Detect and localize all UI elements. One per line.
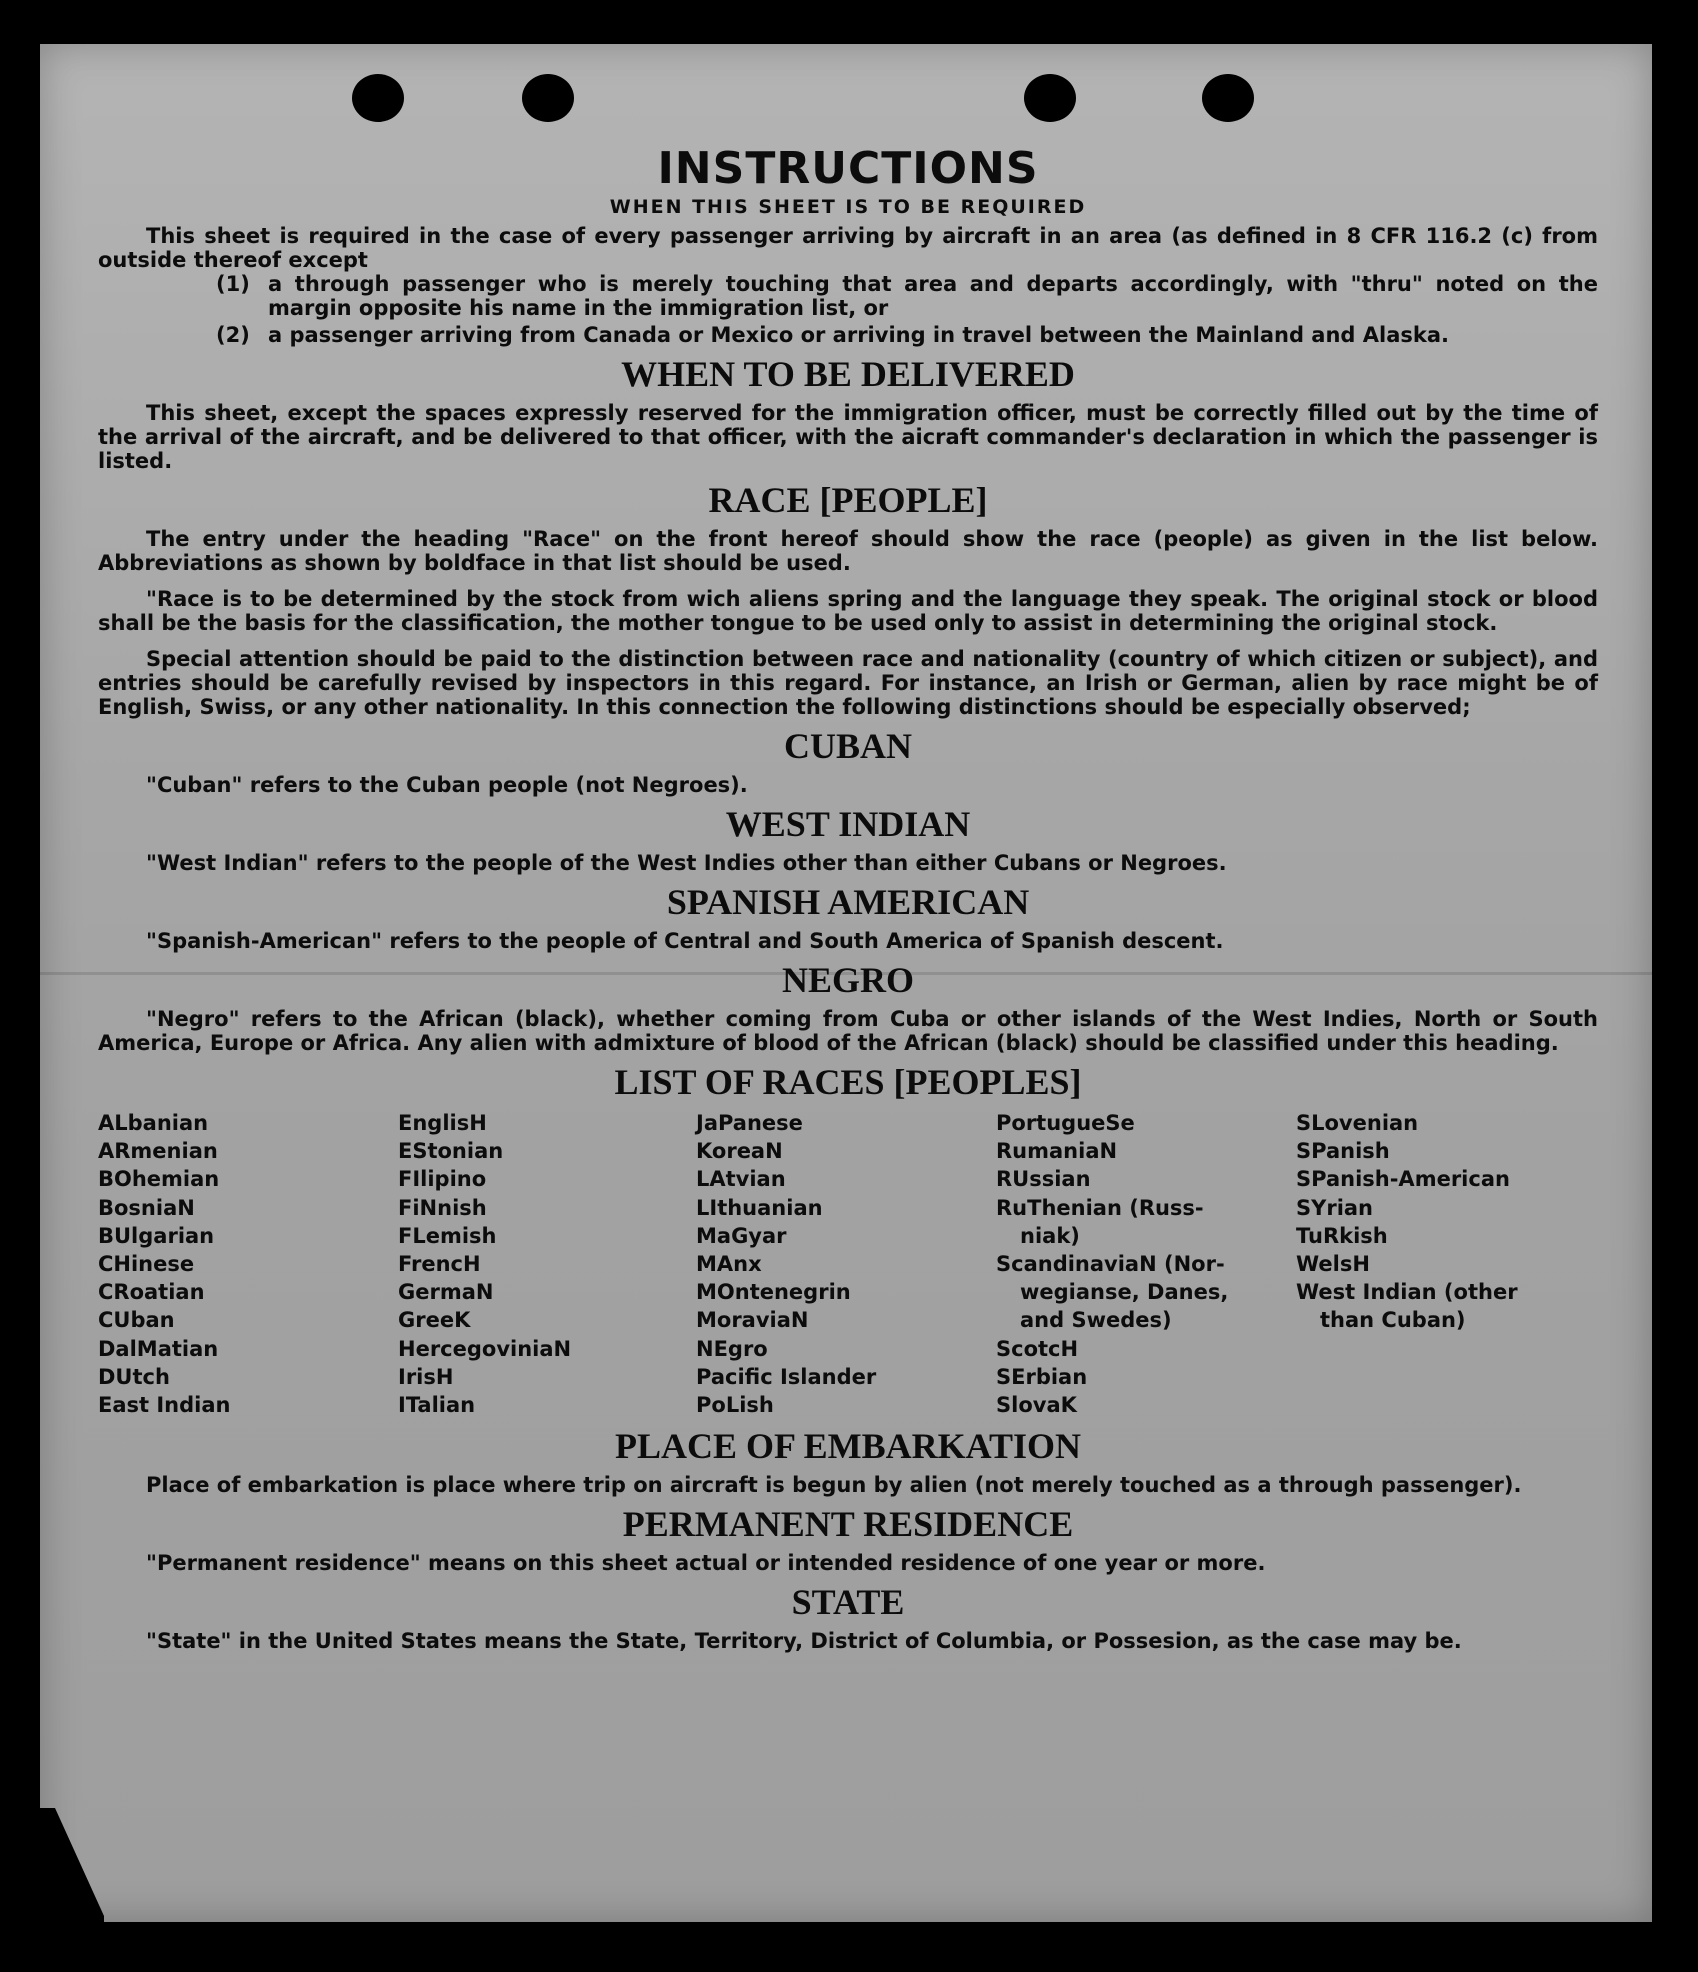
race-name: LAtvian bbox=[696, 1167, 786, 1192]
race-name: MoraviaN bbox=[696, 1308, 809, 1333]
race-name: ITalian bbox=[398, 1393, 476, 1418]
race-name: niak) bbox=[1020, 1223, 1080, 1248]
spanish-american-heading: SPANISH AMERICAN bbox=[666, 882, 1030, 922]
delivered-heading: WHEN TO BE DELIVERED bbox=[621, 354, 1075, 394]
embarkation-heading: PLACE OF EMBARKATION bbox=[614, 1426, 1081, 1467]
race-name: RUssian bbox=[996, 1167, 1091, 1192]
torn-corner bbox=[34, 1808, 104, 1928]
state-heading: STATE bbox=[791, 1582, 905, 1623]
race-column bbox=[98, 1109, 398, 1419]
race-name: BUlgarian bbox=[98, 1223, 215, 1248]
document-content bbox=[98, 144, 1598, 1653]
race-name: LIthuanian bbox=[696, 1195, 823, 1220]
race-name: West Indian (other bbox=[1296, 1280, 1518, 1305]
race-name: DalMatian bbox=[98, 1336, 219, 1361]
race-name: RuThenian (Russ- bbox=[996, 1195, 1204, 1220]
race-name: CRoatian bbox=[98, 1280, 205, 1305]
race-paragraph-1: The entry under the heading "Race" on the front hereof should show the race (people) as given in the list below. Abbreviations as shown by boldface in that list should be used. bbox=[98, 527, 1598, 575]
race-name: EnglisH bbox=[398, 1111, 487, 1135]
race-list-heading: LIST OF RACES [PEOPLES] bbox=[614, 1062, 1082, 1102]
race-name: SLovenian bbox=[1296, 1111, 1419, 1135]
race-name: wegianse, Danes, bbox=[1020, 1280, 1229, 1305]
race-column bbox=[1296, 1109, 1596, 1419]
instructions-title: INSTRUCTIONS bbox=[657, 143, 1039, 194]
race-name: DUtch bbox=[98, 1364, 170, 1389]
race-name: FrencH bbox=[398, 1252, 481, 1277]
race-paragraph-3: Special attention should be paid to the distinction between race and nationality (country of which citizen or subject), and entries should be carefully revised by inspectors in this regard. For instance, an Irish or German, alien by race might be of English, Swiss, or any other nationality. In this connection the following distinctions should be especially observed; bbox=[98, 647, 1598, 719]
race-column bbox=[696, 1109, 996, 1419]
residence-heading: PERMANENT RESIDENCE bbox=[622, 1504, 1074, 1545]
race-list bbox=[98, 1109, 1598, 1419]
spanish-american-text: "Spanish-American" refers to the people of Central and South America of Spanish descent. bbox=[146, 929, 1224, 953]
race-name: PortugueSe bbox=[996, 1111, 1135, 1135]
race-name: East Indian bbox=[98, 1393, 231, 1418]
race-name: IrisH bbox=[398, 1364, 454, 1389]
race-name: ScandinaviaN (Nor- bbox=[996, 1252, 1225, 1277]
race-name: SPanish-American bbox=[1296, 1167, 1510, 1192]
instructions-subtitle: WHEN THIS SHEET IS TO BE REQUIRED bbox=[609, 196, 1087, 218]
race-name: and Swedes) bbox=[1020, 1308, 1172, 1333]
cuban-text: "Cuban" refers to the Cuban people (not Negroes). bbox=[146, 773, 748, 797]
punch-hole bbox=[1024, 74, 1076, 122]
delivered-text: This sheet, except the spaces expressly reserved for the immigration officer, must be correctly filled out by the time of the arrival of the aircraft, and be delivered to that officer, with the aicraft commander's declaration in which the passenger is listed. bbox=[98, 401, 1598, 473]
race-name: MOntenegrin bbox=[696, 1280, 851, 1305]
negro-heading: NEGRO bbox=[781, 960, 914, 1000]
race-paragraph-2: "Race is to be determined by the stock from wich aliens spring and the language they speak. The original stock or blood shall be the basis for the classification, the mother tongue to be used only to assist in determining the original stock. bbox=[98, 587, 1598, 635]
race-name: BOhemian bbox=[98, 1167, 220, 1192]
exception-number: (2) bbox=[216, 323, 250, 347]
punch-hole bbox=[1202, 74, 1254, 122]
race-name: ARmenian bbox=[98, 1139, 218, 1164]
race-name: RumaniaN bbox=[996, 1139, 1118, 1164]
race-heading: RACE [PEOPLE] bbox=[708, 480, 988, 520]
race-name: SlovaK bbox=[996, 1393, 1077, 1418]
race-name: BosniaN bbox=[98, 1195, 195, 1220]
race-name: MAnx bbox=[696, 1252, 762, 1277]
race-name: TuRkish bbox=[1296, 1223, 1388, 1248]
residence-text: "Permanent residence" means on this sheet actual or intended residence of one year or more. bbox=[146, 1551, 1266, 1576]
exception-item bbox=[98, 323, 1598, 347]
cuban-heading: CUBAN bbox=[783, 726, 912, 766]
race-name: KoreaN bbox=[696, 1139, 783, 1164]
exception-text: a through passenger who is merely touching that area and departs accordingly, with "thru" noted on the margin opposite his name in the immigration list, or bbox=[268, 272, 1598, 320]
west-indian-text: "West Indian" refers to the people of the West Indies other than either Cubans or Negroes. bbox=[146, 851, 1227, 875]
punch-hole bbox=[352, 74, 404, 122]
race-name: JaPanese bbox=[696, 1111, 803, 1135]
exception-item bbox=[98, 272, 1598, 320]
race-name: GreeK bbox=[398, 1308, 471, 1333]
race-name: WelsH bbox=[1296, 1252, 1370, 1277]
race-name: SErbian bbox=[996, 1364, 1088, 1389]
race-name: FIlipino bbox=[398, 1167, 487, 1192]
document-sheet bbox=[40, 44, 1652, 1922]
race-name: ScotcH bbox=[996, 1336, 1079, 1361]
race-name: than Cuban) bbox=[1320, 1308, 1466, 1333]
race-name: HercegoviniaN bbox=[398, 1336, 572, 1361]
state-text: "State" in the United States means the State, Territory, District of Columbia, or Possesion, as the case may be. bbox=[146, 1629, 1462, 1654]
instructions-intro: This sheet is required in the case of every passenger arriving by aircraft in an area (as defined in 8 CFR 116.2 (c) from outside thereof except bbox=[98, 224, 1598, 272]
race-name: GermaN bbox=[398, 1280, 494, 1305]
race-name: CUban bbox=[98, 1308, 175, 1333]
embarkation-text: Place of embarkation is place where trip on aircraft is begun by alien (not merely touched as a through passenger). bbox=[146, 1473, 1522, 1498]
race-name: MaGyar bbox=[696, 1223, 787, 1248]
race-name: ALbanian bbox=[98, 1111, 209, 1135]
race-name: CHinese bbox=[98, 1252, 195, 1277]
race-name: NEgro bbox=[696, 1336, 768, 1361]
race-name: Pacific Islander bbox=[696, 1364, 877, 1389]
exception-text: a passenger arriving from Canada or Mexico or arriving in travel between the Mainland and Alaska. bbox=[268, 323, 1449, 347]
negro-text: "Negro" refers to the African (black), whether coming from Cuba or other islands of the West Indies, North or South America, Europe or Africa. Any alien with admixture of blood of the African (black) should be classified under this heading. bbox=[98, 1007, 1598, 1055]
punch-hole bbox=[522, 74, 574, 122]
race-name: PoLish bbox=[696, 1393, 774, 1418]
race-name: SYrian bbox=[1296, 1195, 1374, 1220]
race-name: FiNnish bbox=[398, 1195, 487, 1220]
race-name: EStonian bbox=[398, 1139, 504, 1164]
west-indian-heading: WEST INDIAN bbox=[725, 804, 971, 844]
race-name: SPanish bbox=[1296, 1139, 1390, 1164]
race-column bbox=[996, 1109, 1296, 1419]
race-column bbox=[398, 1109, 696, 1419]
race-name: FLemish bbox=[398, 1223, 497, 1248]
exception-number: (1) bbox=[216, 272, 250, 296]
